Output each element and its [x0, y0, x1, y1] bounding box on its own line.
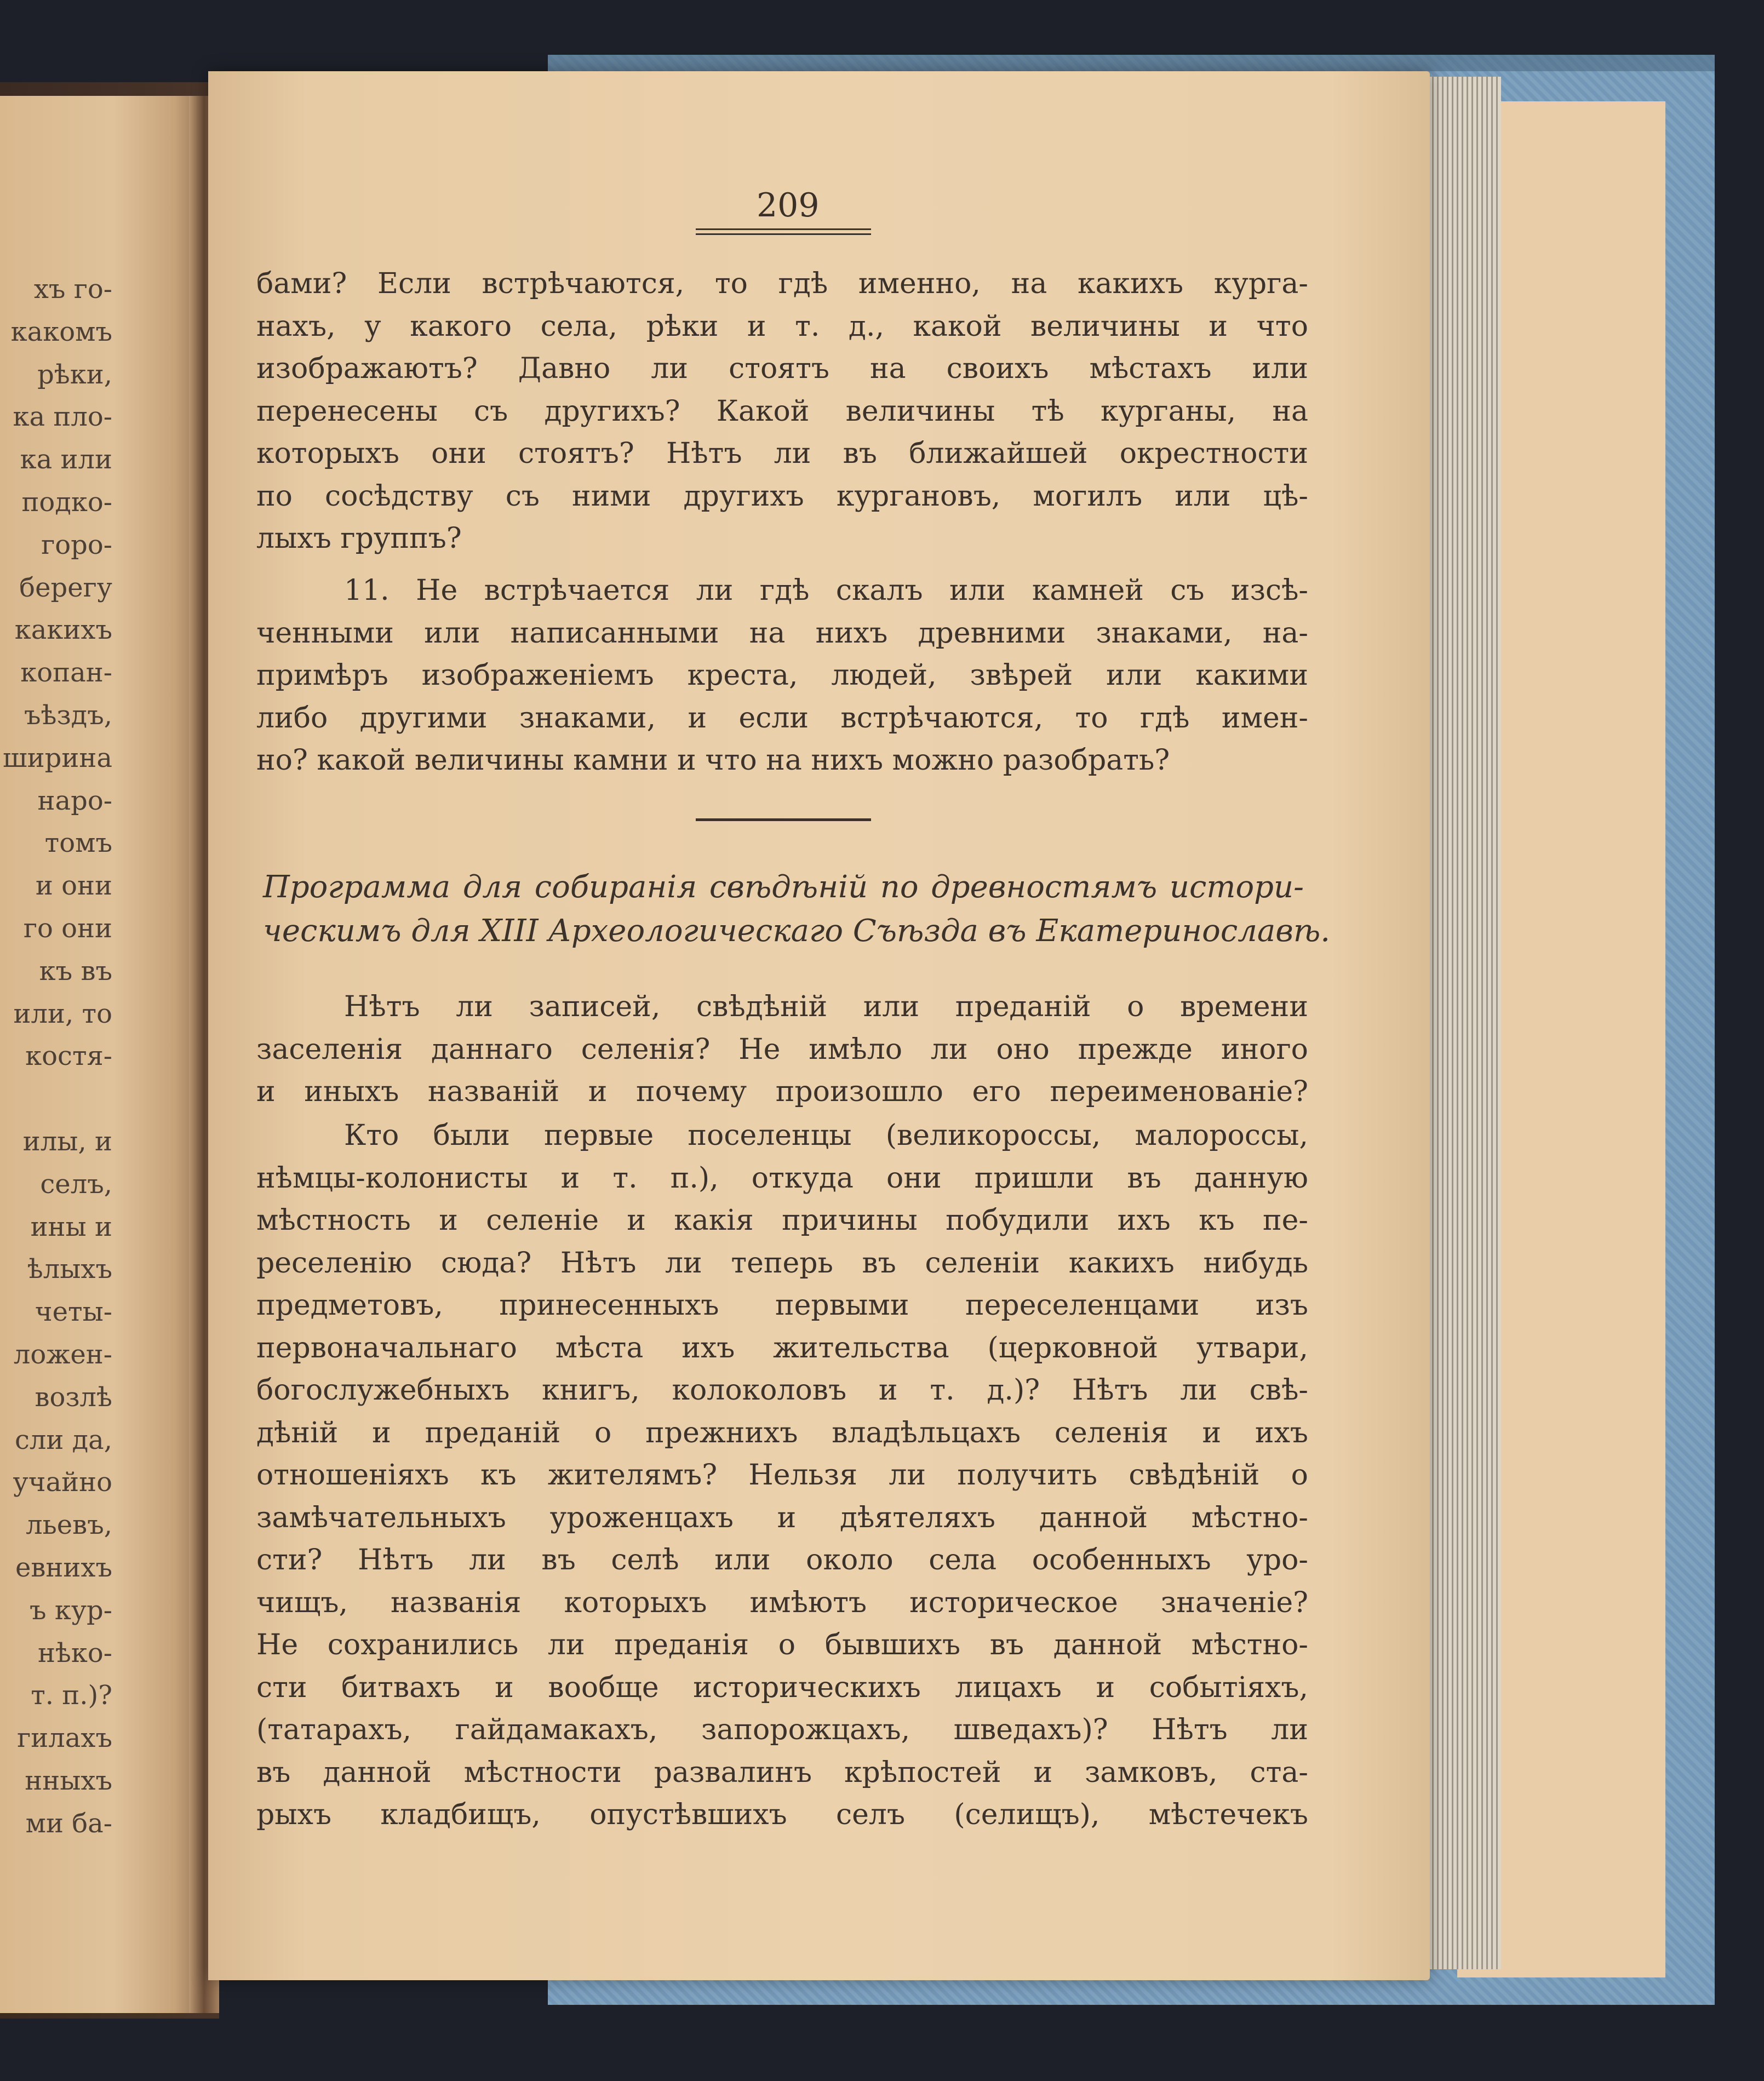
left-text-line: къ въ — [39, 955, 112, 987]
left-text-line: гилахъ — [17, 1723, 112, 1754]
text-line: либо другими знаками, и если встрѣчаются, то гдѣ имен- — [256, 701, 1308, 735]
text-line: (татарахъ, гайдамакахъ, запорожцахъ, шведахъ)? Нѣтъ ли — [256, 1713, 1308, 1746]
left-text-line: ложен- — [13, 1339, 112, 1370]
left-text-line: и они — [35, 870, 112, 902]
page-number-rule-2 — [696, 233, 871, 235]
left-text-line: учайно — [13, 1467, 112, 1498]
text-line: перенесены съ другихъ? Какой величины тѣ курганы, на — [256, 394, 1308, 428]
page-edges — [1419, 77, 1501, 1969]
text-line: предметовъ, принесенныхъ первыми переселенцами изъ — [256, 1289, 1308, 1322]
left-text-line: ъѣздъ, — [24, 700, 112, 731]
left-text-line: т. п.)? — [31, 1680, 112, 1711]
left-text-line: нѣко- — [37, 1637, 112, 1669]
text-line: примѣръ изображеніемъ креста, людей, звѣрей или какими — [256, 659, 1308, 692]
text-line: нахъ, у какого села, рѣки и т. д., какой величины и что — [256, 309, 1308, 343]
text-line: первоначальнаго мѣста ихъ жительства (церковной утвари, — [256, 1331, 1308, 1365]
text-line: изображаютъ? Давно ли стоятъ на своихъ мѣстахъ или — [256, 352, 1308, 385]
left-page — [0, 96, 205, 2013]
text-line: Нѣтъ ли записей, свѣдѣній или преданій о времени — [344, 990, 1308, 1023]
left-text-line: костя- — [25, 1041, 112, 1072]
left-text-line: сли да, — [14, 1424, 112, 1455]
text-line: 11. Не встрѣчается ли гдѣ скалъ или камней съ изсѣ- — [344, 574, 1308, 607]
left-text-line: ъ кур- — [30, 1595, 112, 1626]
text-line: сти? Нѣтъ ли въ селѣ или около села особенныхъ уро- — [256, 1544, 1308, 1576]
left-text-line: какомъ — [10, 316, 112, 347]
text-line: замѣчательныхъ уроженцахъ и дѣятеляхъ данной мѣстно- — [256, 1501, 1308, 1534]
page-number: 209 — [757, 186, 820, 225]
text-line: лыхъ группъ? — [256, 522, 462, 555]
text-line: сти битвахъ и вообще историческихъ лицахъ и событіяхъ, — [256, 1671, 1308, 1704]
left-text-line: берегу — [19, 572, 112, 603]
left-text-line: возлѣ — [35, 1381, 112, 1413]
left-text-line: ѣлыхъ — [27, 1254, 112, 1285]
left-text-line: льевъ, — [26, 1510, 112, 1541]
text-line: ченными или написанными на нихъ древними знаками, на- — [256, 616, 1308, 650]
left-text-line: томъ — [44, 828, 112, 859]
text-line: отношеніяхъ къ жителямъ? Нельзя ли получить свѣдѣній о — [256, 1459, 1308, 1492]
sheet-shadow — [548, 55, 1715, 71]
left-text-line: четы- — [35, 1297, 112, 1328]
text-line: но? какой величины камни и что на нихъ можно разобрать? — [256, 744, 1170, 777]
left-text-line — [0, 1078, 112, 1121]
text-line: заселенія даннаго селенія? Не имѣло ли оно прежде иного — [256, 1033, 1308, 1066]
paragraph-records — [256, 986, 1308, 1114]
text-line: по сосѣдству съ ними другихъ кургановъ, могилъ или цѣ- — [256, 479, 1308, 513]
text-line: которыхъ они стоятъ? Нѣтъ ли въ ближайшей окрестности — [256, 437, 1308, 470]
section-divider — [696, 818, 871, 821]
text-line: рыхъ кладбищъ, опустѣвшихъ селъ (селищъ), мѣстечекъ — [256, 1798, 1308, 1831]
text-line: мѣстность и селеніе и какія причины побудили ихъ къ пе- — [256, 1204, 1308, 1237]
left-text-line: наро- — [37, 785, 112, 816]
text-line: ческимъ для XIII Археологическаго Съѣзда въ Екатеринославѣ. — [263, 913, 1331, 949]
left-text-line: ка или — [20, 444, 112, 475]
left-page-text — [0, 268, 112, 1845]
section-heading — [263, 865, 1331, 953]
paragraph-barrows — [256, 263, 1308, 560]
left-text-line: хъ го- — [33, 274, 112, 305]
text-line: и иныхъ названій и почему произошло его переименованіе? — [256, 1075, 1308, 1108]
text-line: Не сохранились ли преданія о бывшихъ въ данной мѣстно- — [256, 1629, 1308, 1661]
left-text-line: илы, и — [22, 1126, 112, 1157]
text-line: нѣмцы-колонисты и т. п.), откуда они пришли въ данную — [256, 1161, 1308, 1195]
left-text-line: подко- — [21, 486, 112, 518]
left-text-line: или, то — [13, 998, 112, 1029]
left-text-line: ми ба- — [25, 1808, 112, 1839]
left-text-line: копан- — [20, 657, 112, 689]
left-text-line: нныхъ — [25, 1765, 112, 1796]
left-text-line: евнихъ — [15, 1552, 112, 1583]
text-line: Программа для собиранія свѣдѣній по древностямъ истори- — [263, 869, 1304, 905]
text-line: дѣній и преданій о прежнихъ владѣльцахъ селенія и ихъ — [256, 1416, 1308, 1449]
left-text-line: ка пло- — [13, 402, 112, 433]
left-text-line: ины и — [30, 1211, 112, 1242]
page-number-rule — [696, 228, 871, 230]
left-text-line: какихъ — [14, 615, 112, 646]
text-line: бами? Если встрѣчаются, то гдѣ именно, на какихъ курга- — [256, 267, 1308, 300]
paragraph-rocks — [256, 570, 1308, 782]
text-line: реселенію сюда? Нѣтъ ли теперь въ селеніи какихъ нибудь — [256, 1246, 1308, 1280]
left-text-line: го они — [23, 913, 112, 944]
text-line: въ данной мѣстности развалинъ крѣпостей и замковъ, ста- — [256, 1756, 1308, 1789]
left-text-line: рѣки, — [37, 359, 112, 390]
text-line: богослужебныхъ книгъ, колоколовъ и т. д.)? Нѣтъ ли свѣ- — [256, 1374, 1308, 1407]
left-text-line: ширина — [3, 742, 112, 773]
left-text-line: горо- — [41, 529, 112, 560]
text-line: чищъ, названія которыхъ имѣютъ историческое значеніе? — [256, 1586, 1308, 1619]
text-line: Кто были первые поселенцы (великороссы, малороссы, — [344, 1119, 1308, 1152]
paragraph-settlers — [256, 1115, 1308, 1837]
left-text-line: селъ, — [40, 1168, 112, 1200]
